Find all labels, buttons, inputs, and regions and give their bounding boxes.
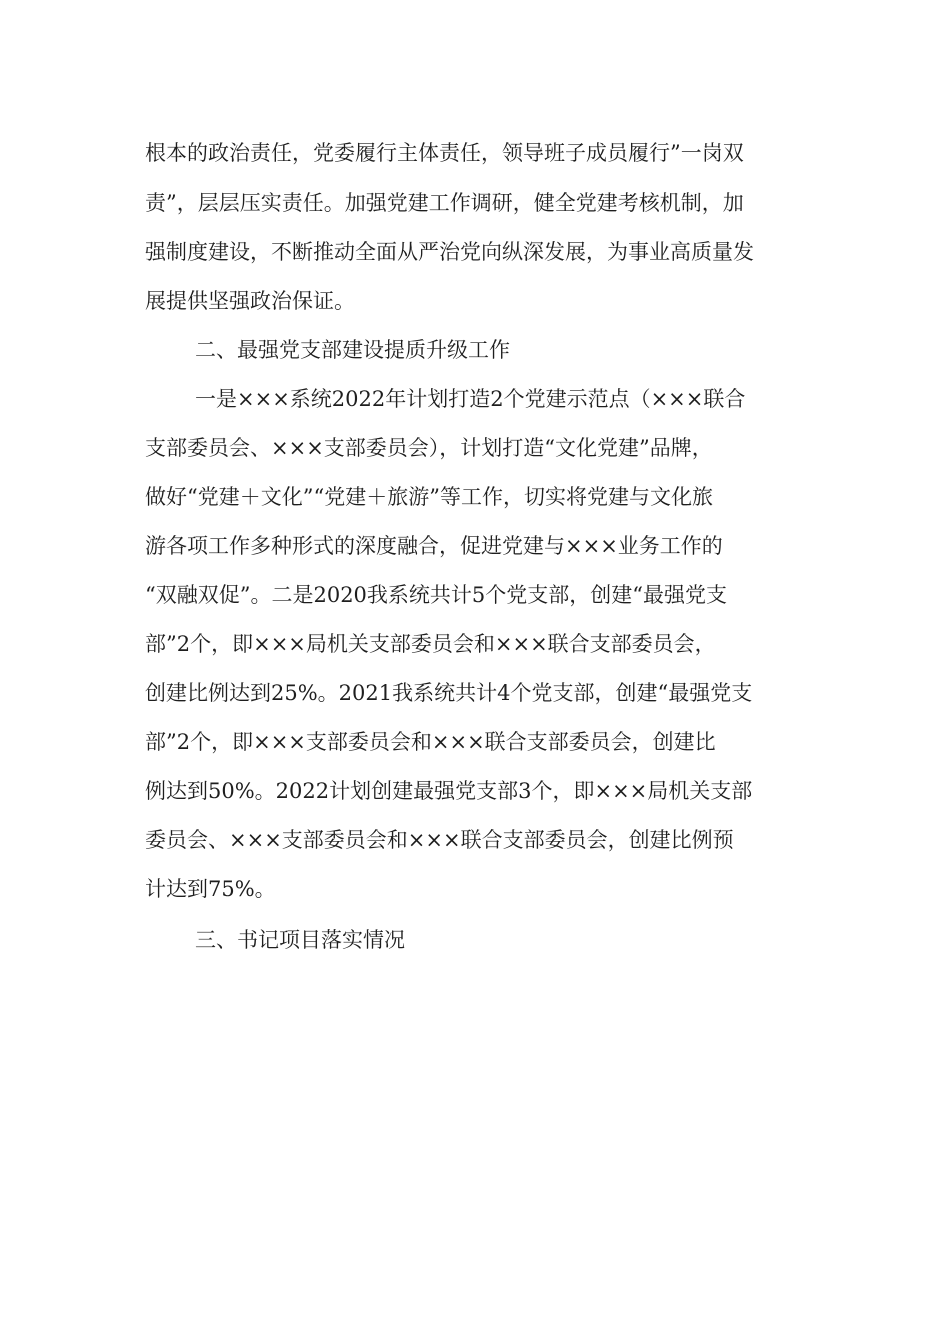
text-line: 一是×××系统2022年计划打造2个党建示范点（×××联合 [195,387,746,411]
paragraph-1-line-2 [0,185,950,221]
text-line: 计达到75%。 [145,877,276,901]
text-line: 强制度建设，不断推动全面从严治党向纵深发展，为事业高质量发 [145,240,754,264]
text-line: 创建比例达到25%。2021我系统共计4个党支部，创建“最强党支 [145,681,753,705]
paragraph-2-line-4 [0,528,950,564]
section-heading-3 [0,922,950,958]
paragraph-2-line-3 [0,479,950,515]
text-line: 根本的政治责任，党委履行主体责任，领导班子成员履行”一岗双 [145,141,744,165]
text-line: 例达到50%。2022计划创建最强党支部3个，即×××局机关支部 [145,779,753,803]
paragraph-2-line-9 [0,773,950,809]
paragraph-1-line-4 [0,283,950,319]
section-heading-2 [0,332,950,368]
paragraph-2-line-7 [0,675,950,711]
text-line: 做好“党建＋文化”“党建＋旅游”等工作，切实将党建与文化旅 [145,485,713,509]
paragraph-2-line-2 [0,430,950,466]
paragraph-1-line-3 [0,234,950,270]
heading-text: 二、最强党支部建设提质升级工作 [195,338,510,362]
text-line: “双融双促”。二是2020我系统共计5个党支部，创建“最强党支 [145,583,728,607]
text-line: 展提供坚强政治保证。 [145,289,355,313]
text-line: 部”2个，即×××局机关支部委员会和×××联合支部委员会， [145,632,716,656]
text-line: 部”2个，即×××支部委员会和×××联合支部委员会，创建比 [145,730,716,754]
paragraph-2-line-5 [0,577,950,613]
text-line: 游各项工作多种形式的深度融合，促进党建与×××业务工作的 [145,534,723,558]
paragraph-2-line-8 [0,724,950,760]
text-line: 支部委员会、×××支部委员会），计划打造“文化党建”品牌， [145,436,713,460]
text-line: 委员会、×××支部委员会和×××联合支部委员会，创建比例预 [145,828,734,852]
paragraph-2-line-11 [0,871,950,907]
paragraph-2-line-1 [0,381,950,417]
heading-text: 三、书记项目落实情况 [195,928,405,952]
paragraph-2-line-10 [0,822,950,858]
paragraph-1-line-1 [0,135,950,171]
paragraph-2-line-6 [0,626,950,662]
text-line: 责”，层层压实责任。加强党建工作调研，健全党建考核机制，加 [145,191,744,215]
